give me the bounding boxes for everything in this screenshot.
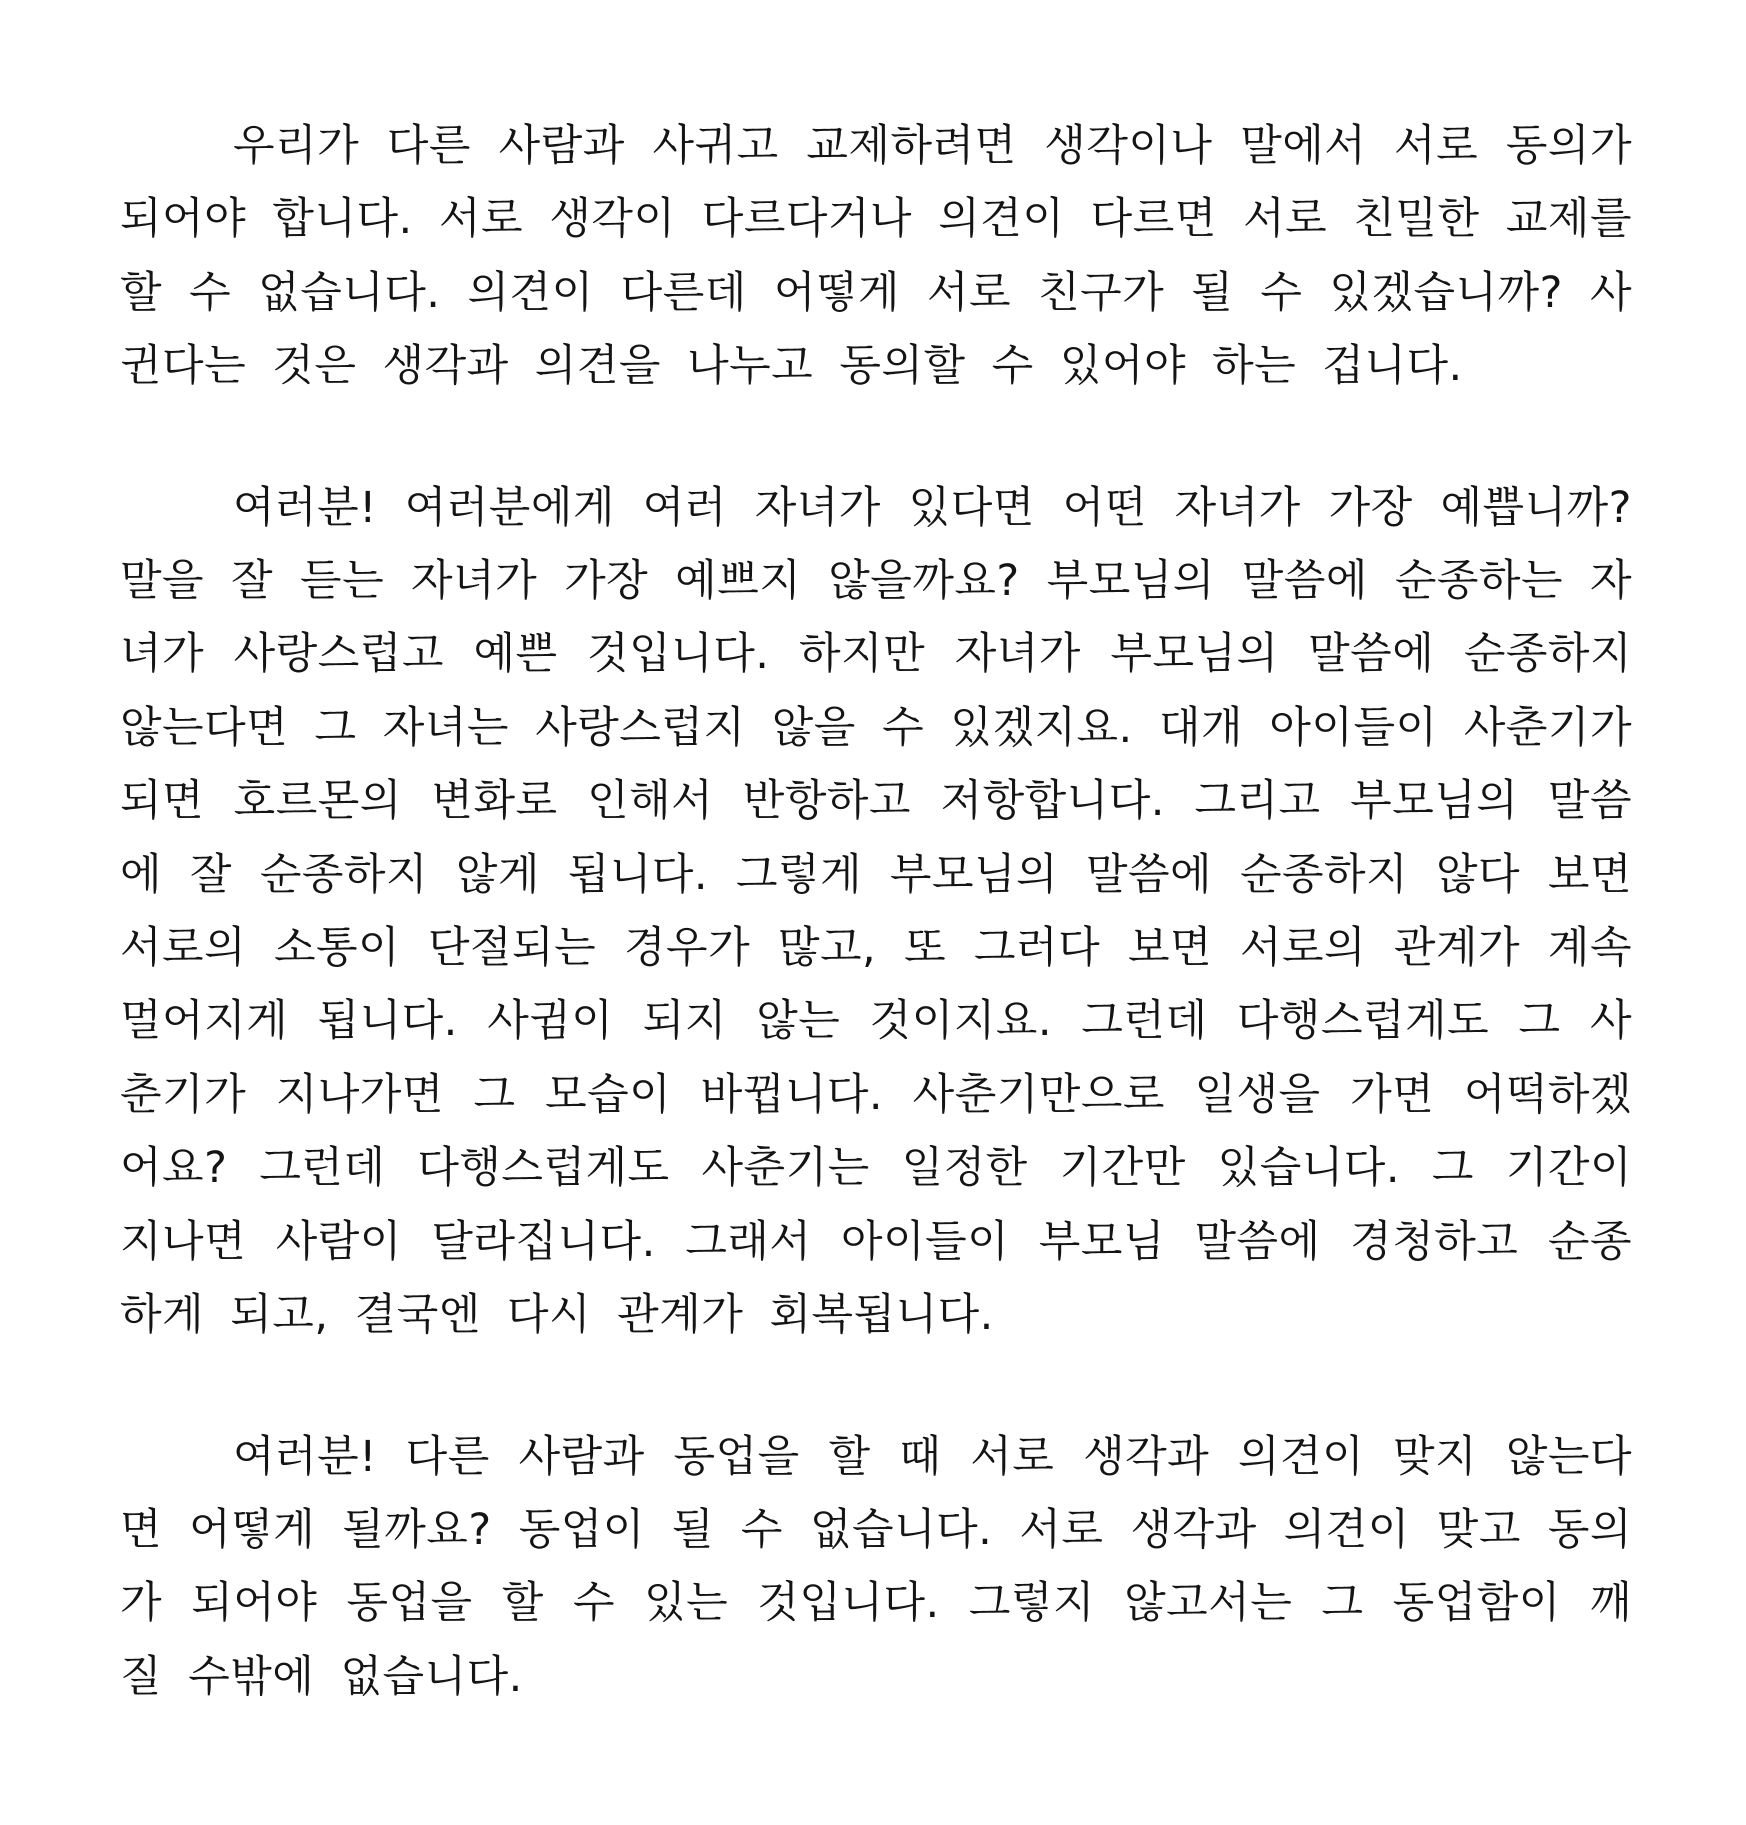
- paragraph-3: 여러분! 다른 사람과 동업을 할 때 서로 생각과 의견이 맞지 않는다면 어떻게 될까요? 동업이 될 수 없습니다. 서로 생각과 의견이 맞고 동의가 되어야 동업을 할 수 있는 것입니다. 그렇지 않고서는 그 동업함이 깨질 수밖에 없습니다.: [120, 1431, 1632, 1702]
- paragraph-1: 우리가 다른 사람과 사귀고 교제하려면 생각이나 말에서 서로 동의가 되어야 합니다. 서로 생각이 다르다거나 의견이 다르면 서로 친밀한 교제를 할 수 없습니다. 의견이 다른데 어떻게 서로 친구가 될 수 있겠습니까? 사귄다는 것은 생각과 의견을 나누고 동의할 수 있어야 하는 겁니다.: [120, 121, 1632, 392]
- document-page: [120, 110, 1632, 1714]
- paragraph-2: 여러분! 여러분에게 여러 자녀가 있다면 어떤 자녀가 가장 예쁩니까? 말을 잘 듣는 자녀가 가장 예쁘지 않을까요? 부모님의 말씀에 순종하는 자녀가 사랑스럽고 예쁜 것입니다. 하지만 자녀가 부모님의 말씀에 순종하지 않는다면 그 자녀는 사랑스럽지 않을 수 있겠지요. 대개 아이들이 사춘기가 되면 호르몬의 변화로 인해서 반항하고 저항합니다. 그리고 부모님의 말씀에 잘 순종하지 않게 됩니다. 그렇게 부모님의 말씀에 순종하지 않다 보면 서로의 소통이 단절되는 경우가 많고, 또 그러다 보면 서로의 관계가 계속 멀어지게 됩니다. 사귐이 되지 않는 것이지요. 그런데 다행스럽게도 그 사춘기가 지나가면 그 모습이 바뀝니다. 사춘기만으로 일생을 가면 어떡하겠어요? 그런데 다행스럽게도 사춘기는 일정한 기간만 있습니다. 그 기간이 지나면 사람이 달라집니다. 그래서 아이들이 부모님 말씀에 경청하고 순종하게 되고, 결국엔 다시 관계가 회복됩니다.: [120, 482, 1632, 1341]
